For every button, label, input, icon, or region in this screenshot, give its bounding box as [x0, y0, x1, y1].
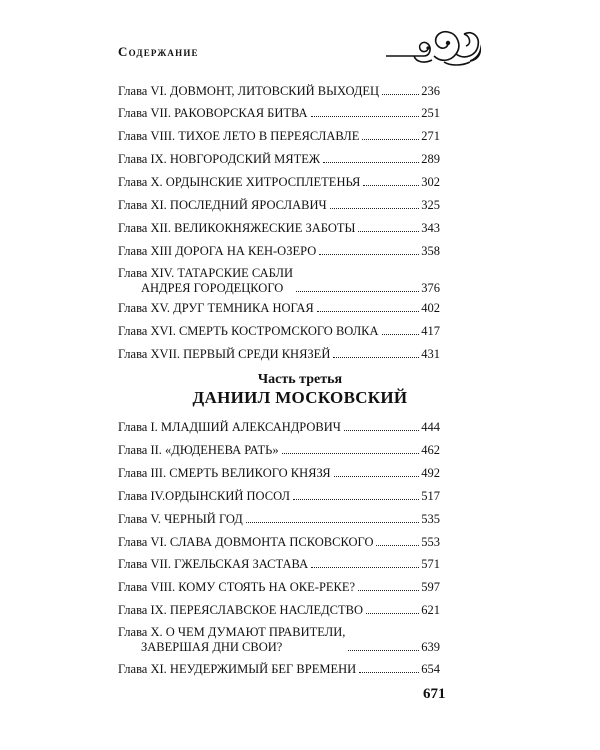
toc-entry-chapter: Глава IX. ПЕРЕЯСЛАВСКОЕ НАСЛЕДСТВО — [118, 603, 363, 617]
toc-entry — [118, 324, 440, 339]
dot-leader — [376, 544, 419, 546]
toc-entry-page: 358 — [421, 244, 440, 258]
toc-entry — [118, 466, 440, 481]
dot-leader — [311, 115, 420, 117]
toc-entry-page: 271 — [421, 129, 440, 143]
toc-entry-page: 444 — [421, 420, 440, 434]
toc-entry-title — [118, 489, 290, 504]
toc-entry-title — [118, 324, 379, 339]
toc-entry-chapter: Глава X. О ЧЕМ ДУМАЮТ ПРАВИТЕЛИ, — [118, 625, 346, 639]
toc-entry — [118, 84, 440, 99]
toc-entry-title — [118, 347, 330, 362]
toc-entry-chapter: Глава VIII. КОМУ СТОЯТЬ НА ОКЕ-РЕКЕ? — [118, 580, 356, 594]
toc-entry-chapter: Глава XIII ДОРОГА НА КЕН-ОЗЕРО — [118, 244, 317, 258]
toc-entry-title — [118, 443, 279, 458]
toc-entry-page: 517 — [421, 489, 440, 503]
dot-leader — [359, 671, 419, 673]
toc-entry-page: 535 — [421, 512, 440, 526]
toc-entry-chapter: Глава VII. ГЖЕЛЬСКАЯ ЗАСТАВА — [118, 557, 309, 571]
toc-entry-page: 492 — [421, 466, 440, 480]
toc-entry-page: 639 — [421, 640, 440, 654]
toc-entry-chapter: Глава XV. ДРУГ ТЕМНИКА НОГАЯ — [118, 301, 314, 315]
toc-entry-title — [118, 625, 345, 655]
toc-entry — [118, 301, 440, 316]
toc-entry-page: 236 — [421, 84, 440, 98]
toc-entry-page: 654 — [421, 662, 440, 676]
dot-leader — [330, 207, 420, 209]
dot-leader — [319, 253, 419, 255]
part-title: ДАНИИЛ МОСКОВСКИЙ — [192, 388, 408, 407]
toc-entry-page: 343 — [421, 221, 440, 235]
toc-entry — [118, 603, 440, 618]
toc-entry-chapter: Глава X. ОРДЫНСКИЕ ХИТРОСПЛЕТЕНЬЯ — [118, 175, 361, 189]
toc-entry-chapter: Глава VII. РАКОВОРСКАЯ БИТВА — [118, 106, 308, 120]
dot-leader — [382, 333, 420, 335]
toc-entry-page: 402 — [421, 301, 440, 315]
part-subtitle: Часть третья — [257, 372, 343, 387]
toc-entry-page: 251 — [421, 106, 440, 120]
toc-entry-page: 289 — [421, 152, 440, 166]
toc-entry — [118, 129, 440, 144]
toc-entry-chapter: Глава IV.ОРДЫНСКИЙ ПОСОЛ — [118, 489, 290, 503]
toc-entry — [118, 580, 440, 595]
toc-entry-title — [118, 420, 341, 435]
toc-entry-chapter: Глава III. СМЕРТЬ ВЕЛИКОГО КНЯЗЯ — [118, 466, 331, 480]
dot-leader — [362, 138, 419, 140]
dot-leader — [366, 612, 419, 614]
toc-entry-title — [118, 301, 314, 316]
toc-entry-page: 597 — [421, 580, 440, 594]
toc-entry-chapter: Глава XII. ВЕЛИКОКНЯЖЕСКИЕ ЗАБОТЫ — [118, 221, 356, 235]
toc-entry — [118, 266, 440, 296]
toc-entry — [118, 221, 440, 236]
toc-entry — [118, 557, 440, 572]
decorative-ornament-icon — [384, 26, 484, 68]
toc-entry-title — [118, 221, 355, 236]
toc-entry-title — [118, 152, 320, 167]
toc-entry — [118, 662, 440, 677]
dot-leader — [246, 521, 419, 523]
toc-entry — [118, 175, 440, 190]
toc-entry-page: 553 — [421, 535, 440, 549]
toc-entry-title — [118, 535, 373, 550]
dot-leader — [317, 310, 419, 312]
toc-entry — [118, 625, 440, 655]
toc-entry-chapter: Глава XVI. СМЕРТЬ КОСТРОМСКОГО ВОЛКА — [118, 324, 379, 338]
toc-entry — [118, 420, 440, 435]
toc-entry-title — [118, 603, 363, 618]
toc-entry-chapter: Глава IX. НОВГОРОДСКИЙ МЯТЕЖ — [118, 152, 321, 166]
toc-entry — [118, 489, 440, 504]
toc-entry-chapter: Глава VI. СЛАВА ДОВМОНТА ПСКОВСКОГО — [118, 535, 374, 549]
toc-entry-title — [118, 557, 308, 572]
page-number: 671 — [423, 686, 446, 702]
toc-entry-title — [118, 84, 379, 99]
toc-entry-title — [118, 175, 360, 190]
dot-leader — [348, 649, 419, 651]
dot-leader — [333, 356, 419, 358]
toc-entry-title — [118, 106, 308, 121]
toc-entry-chapter: Глава XIV. ТАТАРСКИЕ САБЛИ — [118, 266, 293, 280]
toc-entry-page: 417 — [421, 324, 440, 338]
running-head: Содержание — [118, 44, 199, 59]
toc-entry-page: 431 — [421, 347, 440, 361]
dot-leader — [311, 566, 419, 568]
toc-entry-continuation: ЗАВЕРШАЯ ДНИ СВОИ? — [141, 640, 283, 654]
toc-entry-chapter: Глава VIII. ТИХОЕ ЛЕТО В ПЕРЕЯСЛАВЛЕ — [118, 129, 360, 143]
toc-entry-page: 462 — [421, 443, 440, 457]
toc-entry-chapter: Глава VI. ДОВМОНТ, ЛИТОВСКИЙ ВЫХОДЕЦ — [118, 84, 380, 98]
toc-entry — [118, 106, 440, 121]
toc-entry-page: 302 — [421, 175, 440, 189]
toc-entry — [118, 535, 440, 550]
toc-entry-title — [118, 466, 331, 481]
toc-entry-chapter: Глава I. МЛАДШИЙ АЛЕКСАНДРОВИЧ — [118, 420, 341, 434]
dot-leader — [293, 498, 419, 500]
toc-entry-page: 325 — [421, 198, 440, 212]
toc-entry — [118, 152, 440, 167]
toc-entry-chapter: Глава V. ЧЕРНЫЙ ГОД — [118, 512, 243, 526]
toc-entry-title — [118, 198, 327, 213]
dot-leader — [358, 230, 419, 232]
toc-entry — [118, 443, 440, 458]
dot-leader — [323, 161, 419, 163]
toc-entry-title — [118, 244, 316, 259]
toc-entry-title — [118, 580, 355, 595]
toc-entry — [118, 512, 440, 527]
toc-entry-page: 621 — [421, 603, 440, 617]
toc-entry-chapter: Глава XVII. ПЕРВЫЙ СРЕДИ КНЯЗЕЙ — [118, 347, 331, 361]
toc-entry-chapter: Глава II. «ДЮДЕНЕВА РАТЬ» — [118, 443, 279, 457]
toc-entry — [118, 347, 440, 362]
dot-leader — [334, 475, 420, 477]
dot-leader — [296, 290, 419, 292]
toc-entry — [118, 244, 440, 259]
toc-entry-page: 376 — [421, 281, 440, 295]
dot-leader — [358, 589, 419, 591]
toc-entry-continuation: АНДРЕЯ ГОРОДЕЦКОГО — [141, 281, 284, 295]
toc-entry-chapter: Глава XI. ПОСЛЕДНИЙ ЯРОСЛАВИЧ — [118, 198, 327, 212]
dot-leader — [382, 93, 419, 95]
dot-leader — [344, 429, 419, 431]
toc-entry-title — [118, 512, 243, 527]
toc-entry-title — [118, 662, 356, 677]
toc-entry — [118, 198, 440, 213]
dot-leader — [363, 184, 419, 186]
toc-entry-chapter: Глава XI. НЕУДЕРЖИМЫЙ БЕГ ВРЕМЕНИ — [118, 662, 357, 676]
toc-entry-title — [118, 266, 293, 296]
toc-entry-title — [118, 129, 359, 144]
dot-leader — [282, 452, 420, 454]
toc-entry-page: 571 — [421, 557, 440, 571]
